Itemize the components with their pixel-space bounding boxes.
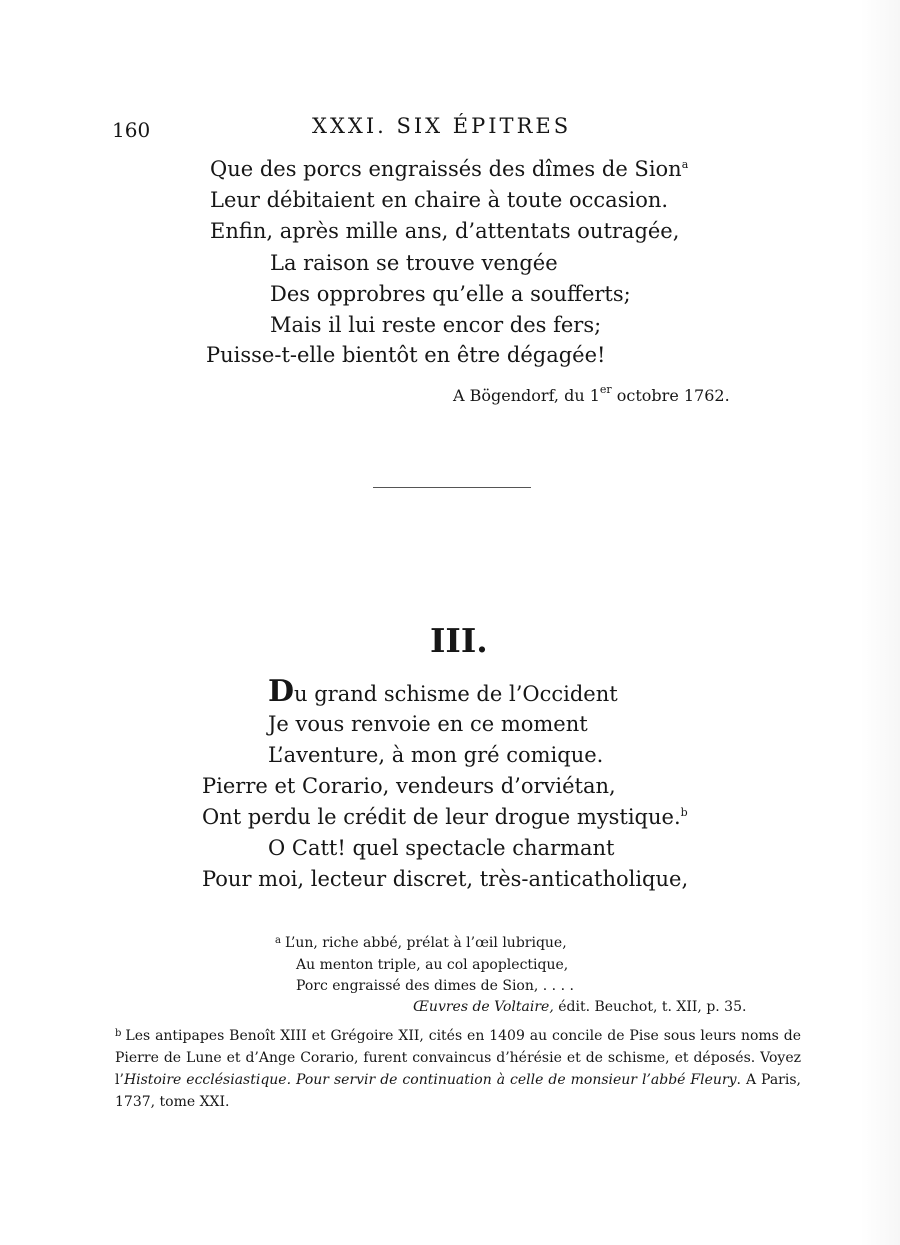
poem-line: Pierre et Corario, vendeurs d’orviétan, (202, 774, 616, 798)
poem-line: Enfin, après mille ans, d’attentats outragée, (210, 219, 680, 243)
footnote-reference-a[interactable]: a (681, 158, 689, 171)
poem-line: Je vous renvoie en ce moment (268, 712, 588, 736)
poem-line: Des opprobres qu’elle a soufferts; (270, 282, 631, 306)
poem-line: Puisse-t-elle bientôt en être dégagée! (206, 343, 606, 367)
footnote-a-line: Porc engraissé des dimes de Sion, . . . . (296, 978, 574, 994)
dateline: A Bögendorf, du 1er octobre 1762. (453, 383, 730, 405)
running-title: XXXI. SIX ÉPITRES (312, 114, 572, 138)
footnote-a-source: Œuvres de Voltaire, édit. Beuchot, t. XII, p. 35. (413, 999, 747, 1015)
poem-line: Pour moi, lecteur discret, très-anticatholique, (202, 867, 689, 891)
poem-line: Leur débitaient en chaire à toute occasion. (210, 188, 669, 212)
footnote-reference-b[interactable]: b (680, 806, 688, 819)
footnote-a-line: Au menton triple, au col apoplectique, (296, 957, 569, 973)
page-number: 160 (112, 118, 151, 142)
footnote-b: $^b$ Les antipapes Benoît XIII et Grégoire XII, cités en 1409 au concile de Pise sous leurs noms de Pierre de Lune et d’Ange Corario, furent convaincus d’hérésie et de schisme, et déposés. Voyez l’Histoire ecclésiastique. Pour servir de continuation à celle de monsieur l’abbé Fleury. A Paris, 1737, tome XXI. (115, 1028, 801, 1110)
poem-line: Que des porcs engraissés des dîmes de Sion$^a$ (210, 157, 689, 181)
footnote-a-line: $^a$ L’un, riche abbé, prélat à l’œil lubrique, (275, 935, 567, 951)
drop-cap: D (268, 674, 295, 709)
section-divider (373, 487, 531, 488)
footnote-marker: b (115, 1028, 122, 1039)
page-edge-shadow (860, 0, 900, 1245)
poem-line: Du grand schisme de l’Occident (268, 674, 618, 709)
poem-line: Ont perdu le crédit de leur drogue mystique.$^b$ (202, 805, 688, 829)
poem-line: L’aventure, à mon gré comique. (268, 743, 604, 767)
section-heading: III. (430, 621, 488, 660)
poem-line: La raison se trouve vengée (270, 251, 558, 275)
poem-line: O Catt! quel spectacle charmant (268, 836, 615, 860)
poem-line: Mais il lui reste encor des fers; (270, 313, 602, 337)
cited-title: Histoire ecclésiastique. Pour servir de continuation à celle de monsieur l’abbé Fleury (123, 1072, 737, 1088)
footnote-marker: a (275, 935, 281, 946)
